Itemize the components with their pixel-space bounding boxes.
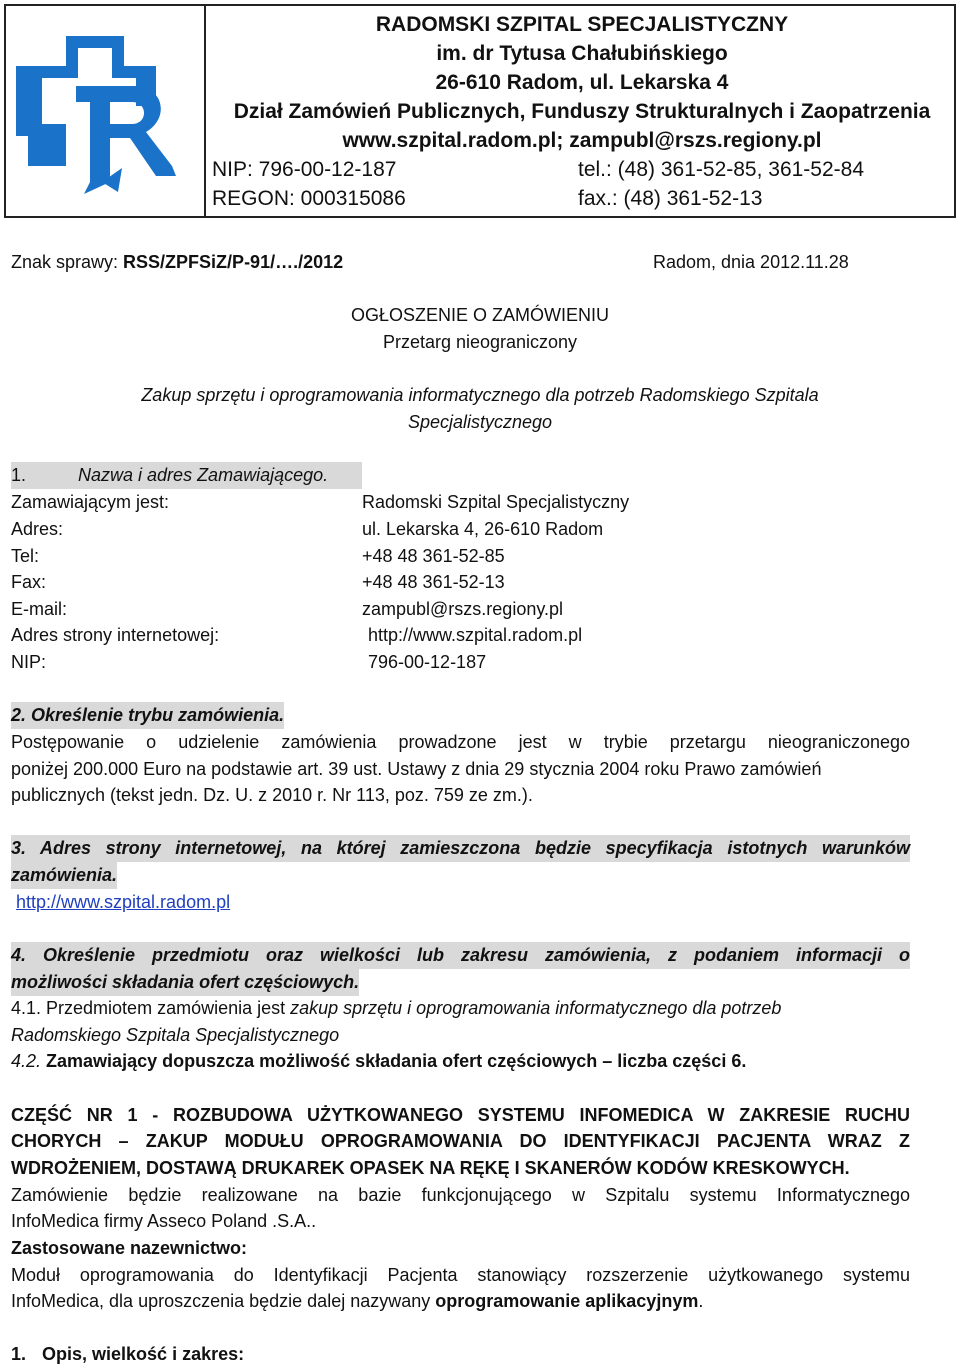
point-4-2-number: 4.2. bbox=[11, 1051, 42, 1071]
field-value: +48 48 361-52-85 bbox=[362, 546, 505, 566]
section3-heading-line2: zamówienia. bbox=[11, 862, 117, 889]
nomenclature-line2 bbox=[11, 1288, 703, 1315]
notice-title: OGŁOSZENIE O ZAMÓWIENIU bbox=[350, 305, 610, 325]
org-nip: NIP: 796-00-12-187 bbox=[212, 158, 397, 181]
org-name: RADOMSKI SZPITAL SPECJALISTYCZNY bbox=[375, 13, 789, 36]
field-value: zampubl@rszs.regiony.pl bbox=[362, 599, 564, 619]
case-reference bbox=[11, 249, 343, 276]
section2-line2: poniżej 200.000 Euro na podstawie art. 39 ust. Ustawy z dnia 29 stycznia 2004 roku Prawo zamówień bbox=[11, 759, 822, 779]
org-tel: tel.: (48) 361-52-85, 361-52-84 bbox=[578, 158, 865, 181]
org-fax: fax.: (48) 361-52-13 bbox=[578, 187, 763, 210]
field-value: http://www.szpital.radom.pl bbox=[368, 625, 583, 645]
section1-number: 1. bbox=[11, 465, 27, 485]
case-label: Znak sprawy: bbox=[11, 252, 124, 272]
field-label: Tel: bbox=[11, 546, 40, 566]
nomenclature-end: . bbox=[698, 1291, 704, 1311]
part1-desc-line2: InfoMedica firmy Asseco Poland .S.A.. bbox=[11, 1211, 317, 1231]
field-value: ul. Lekarska 4, 26-610 Radom bbox=[362, 519, 604, 539]
point-4-1-text: Przedmiotem zamówienia jest bbox=[41, 998, 291, 1018]
logo-cell bbox=[6, 6, 206, 216]
notice-subject-line1: Zakup sprzętu i oprogramowania informatycznego dla potrzeb Radomskiego Szpitala bbox=[141, 385, 819, 405]
section4-heading-line1: 4. Określenie przedmiotu oraz wielkości lub zakresu zamówienia, z podaniem informacji o bbox=[11, 942, 910, 969]
nomenclature-text: InfoMedica, dla uproszczenia będzie dalej nazywany bbox=[11, 1291, 436, 1311]
org-patron: im. dr Tytusa Chałubińskiego bbox=[436, 42, 728, 65]
section3-heading-line1: 3. Adres strony internetowej, na której zamieszczona będzie specyfikacja istotnych warunków bbox=[11, 835, 910, 862]
item1-number: 1. bbox=[11, 1344, 27, 1364]
field-label: Adres: bbox=[11, 519, 64, 539]
section2-heading: 2. Określenie trybu zamówienia. bbox=[11, 702, 284, 729]
point-4-2 bbox=[11, 1048, 746, 1075]
section2-line3: publicznych (tekst jedn. Dz. U. z 2010 r. Nr 113, poz. 759 ze zm.). bbox=[11, 785, 533, 805]
item1-text: Opis, wielkość i zakres: bbox=[42, 1344, 245, 1364]
field-value: Radomski Szpital Specjalistyczny bbox=[362, 492, 630, 512]
field-label: Adres strony internetowej: bbox=[11, 625, 220, 645]
hospital-cross-r-logo-icon bbox=[6, 6, 204, 216]
point-4-1 bbox=[11, 995, 781, 1022]
section1-heading bbox=[11, 462, 362, 489]
point-4-1-subject: zakup sprzętu i oprogramowania informatycznego dla potrzeb bbox=[290, 998, 782, 1018]
part1-title-line1: CZĘŚĆ NR 1 - ROZBUDOWA UŻYTKOWANEGO SYSTEMU INFOMEDICA W ZAKRESIE RUCHU bbox=[11, 1105, 910, 1125]
field-label: E-mail: bbox=[11, 599, 68, 619]
section4-heading-line2: możliwości składania ofert częściowych. bbox=[11, 969, 359, 996]
point-4-2-text: Zamawiający dopuszcza możliwość składania ofert częściowych – liczba części 6. bbox=[41, 1051, 747, 1071]
section2-line1: Postępowanie o udzielenie zamówienia prowadzone jest w trybie przetargu nieograniczonego bbox=[11, 732, 910, 752]
letterhead bbox=[4, 4, 956, 218]
case-date: Radom, dnia 2012.11.28 bbox=[653, 252, 849, 272]
notice-mode: Przetarg nieograniczony bbox=[382, 332, 578, 352]
org-regon: REGON: 000315086 bbox=[212, 187, 406, 210]
website-link[interactable]: http://www.szpital.radom.pl bbox=[16, 892, 231, 912]
case-number: RSS/ZPFSiZ/P-91/…./2012 bbox=[123, 252, 344, 272]
field-label: NIP: bbox=[11, 652, 47, 672]
point-4-1-number: 4.1. bbox=[11, 998, 42, 1018]
org-department: Dział Zamówień Publicznych, Funduszy Strukturalnych i Zaopatrzenia bbox=[233, 100, 931, 123]
field-value: 796-00-12-187 bbox=[368, 652, 487, 672]
notice-subject-line2: Specjalistycznego bbox=[407, 412, 553, 432]
part1-item1 bbox=[11, 1341, 244, 1368]
nomenclature-heading: Zastosowane nazewnictwo: bbox=[11, 1238, 248, 1258]
nomenclature-line1: Moduł oprogramowania do Identyfikacji Pacjenta stanowiący rozszerzenie użytkowanego systemu bbox=[11, 1265, 910, 1285]
part1-desc-line1: Zamówienie będzie realizowane na bazie funkcjonującego w Szpitalu systemu Informatycznego bbox=[11, 1185, 910, 1205]
org-web-email: www.szpital.radom.pl; zampubl@rszs.regiony.pl bbox=[342, 129, 822, 152]
section1-title: Nazwa i adres Zamawiającego. bbox=[78, 465, 329, 485]
nomenclature-term: oprogramowanie aplikacyjnym bbox=[435, 1291, 699, 1311]
field-label: Zamawiającym jest: bbox=[11, 492, 170, 512]
point-4-1-line2: Radomskiego Szpitala Specjalistycznego bbox=[11, 1025, 340, 1045]
org-address: 26-610 Radom, ul. Lekarska 4 bbox=[435, 71, 729, 94]
field-label: Fax: bbox=[11, 572, 47, 592]
field-value: +48 48 361-52-13 bbox=[362, 572, 505, 592]
part1-title-line2: CHORYCH – ZAKUP MODUŁU OPROGRAMOWANIA DO IDENTYFIKACJI PACJENTA WRAZ Z bbox=[11, 1131, 910, 1151]
part1-title-line3: WDROŻENIEM, DOSTAWĄ DRUKAREK OPASEK NA RĘKĘ I SKANERÓW KODÓW KRESKOWYCH. bbox=[11, 1158, 850, 1178]
